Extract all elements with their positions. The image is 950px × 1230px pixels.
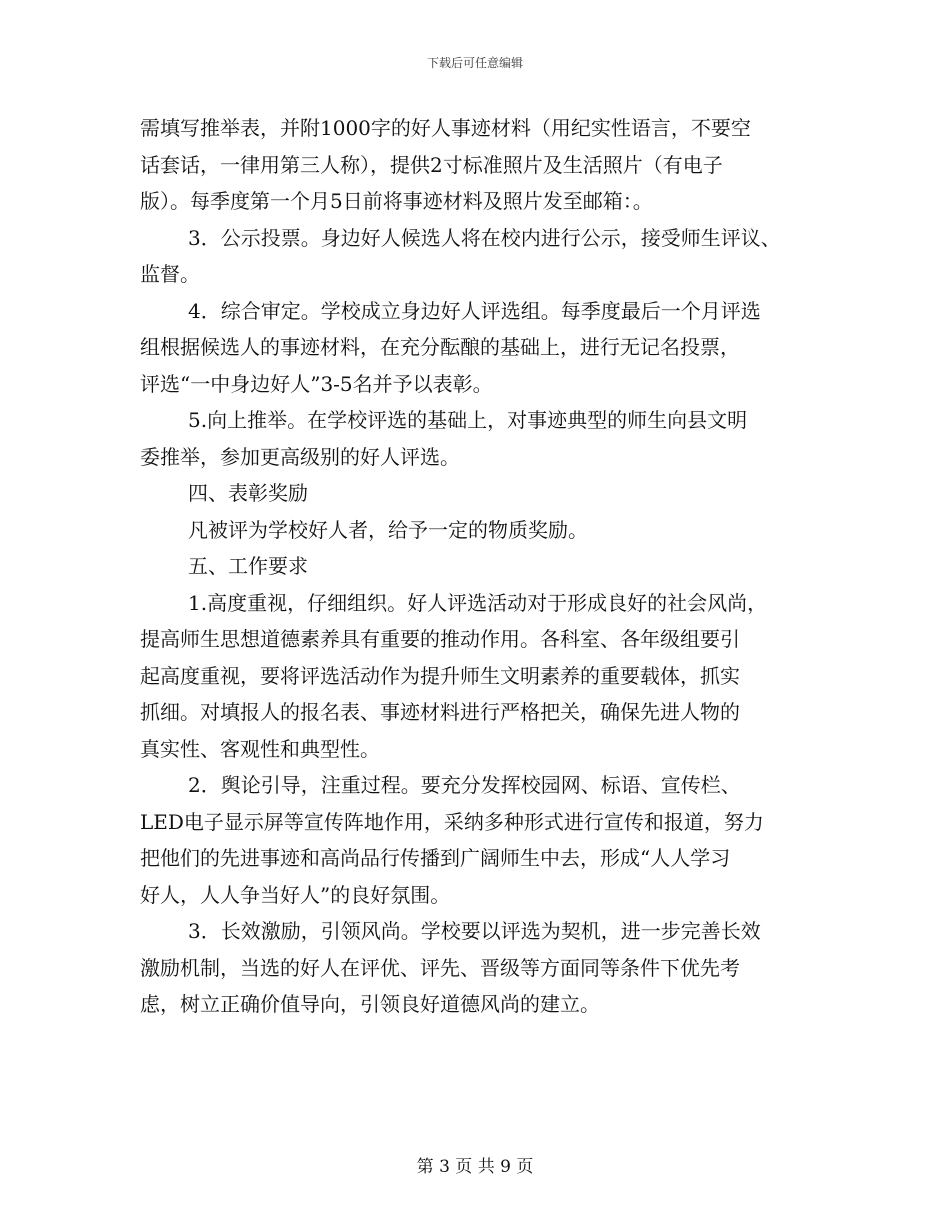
text-line: 4．综合审定。学校成立身边好人评选组。每季度最后一个月评选 — [188, 298, 761, 323]
text-line: 3．长效激励，引领风尚。学校要以评选为契机，进一步完善长效 — [188, 919, 761, 943]
page-number: 第 3 页 共 9 页 — [416, 1157, 534, 1177]
text-line: 把他们的先进事迹和高尚品行传播到广阔师生中去，形成“人人学习 — [140, 846, 731, 870]
text-line: 抓细。对填报人的报名表、事迹材料进行严格把关，确保先进人物的 — [140, 700, 740, 724]
text-line: LED电子显示屏等宣传阵地作用，采纳多种形式进行宣传和报道，努力 — [140, 809, 764, 834]
text-line: 组根据候选人的事迹材料，在充分酝酿的基础上，进行无记名投票， — [140, 335, 740, 359]
text-line: 版）。每季度第一个月5日前将事迹材料及照片发至邮箱：。 — [140, 189, 653, 213]
text-line: 2．舆论引导，注重过程。要充分发挥校园网、标语、宣传栏、 — [188, 773, 741, 797]
text-line: 虑，树立正确价值导向，引领良好道德风尚的建立。 — [140, 992, 600, 1016]
text-line: 评选“一中身边好人”3-5名并予以表彰。 — [140, 371, 493, 396]
text-line: 激励机制，当选的好人在评优、评先、晋级等方面同等条件下优先考 — [140, 955, 740, 980]
text-line: 5.向上推举。在学校评选的基础上，对事迹典型的师生向县文明 — [188, 408, 748, 432]
page-header-note: 下载后可任意编辑 — [426, 56, 523, 70]
text-line: 起高度重视，要将评选活动作为提升师生文明素养的重要载体，抓实 — [140, 663, 740, 688]
text-line: 真实性、客观性和典型性。 — [140, 736, 380, 761]
text-line: 话套话，一律用第三人称），提供2寸标准照片及生活照片（有电子 — [140, 152, 723, 177]
text-line: 需填写推举表，并附1000字的好人事迹材料（用纪实性语言，不要空 — [140, 116, 751, 140]
document-body — [140, 110, 820, 1023]
text-line: 提高师生思想道德素养具有重要的推动作用。各科室、各年级组要引 — [140, 627, 740, 651]
text-line: 五、工作要求 — [188, 554, 308, 578]
text-line: 凡被评为学校好人者，给予一定的物质奖励。 — [188, 517, 588, 542]
text-line: 四、表彰奖励 — [188, 481, 308, 505]
text-line: 好人，人人争当好人”的良好氛围。 — [140, 882, 451, 907]
text-line: 3．公示投票。身边好人候选人将在校内进行公示，接受师生评议、 — [188, 225, 781, 250]
text-line: 监督。 — [140, 262, 200, 286]
text-line: 1.高度重视，仔细组织。好人评选活动对于形成良好的社会风尚， — [188, 590, 768, 615]
text-line: 委推举，参加更高级别的好人评选。 — [140, 444, 460, 469]
